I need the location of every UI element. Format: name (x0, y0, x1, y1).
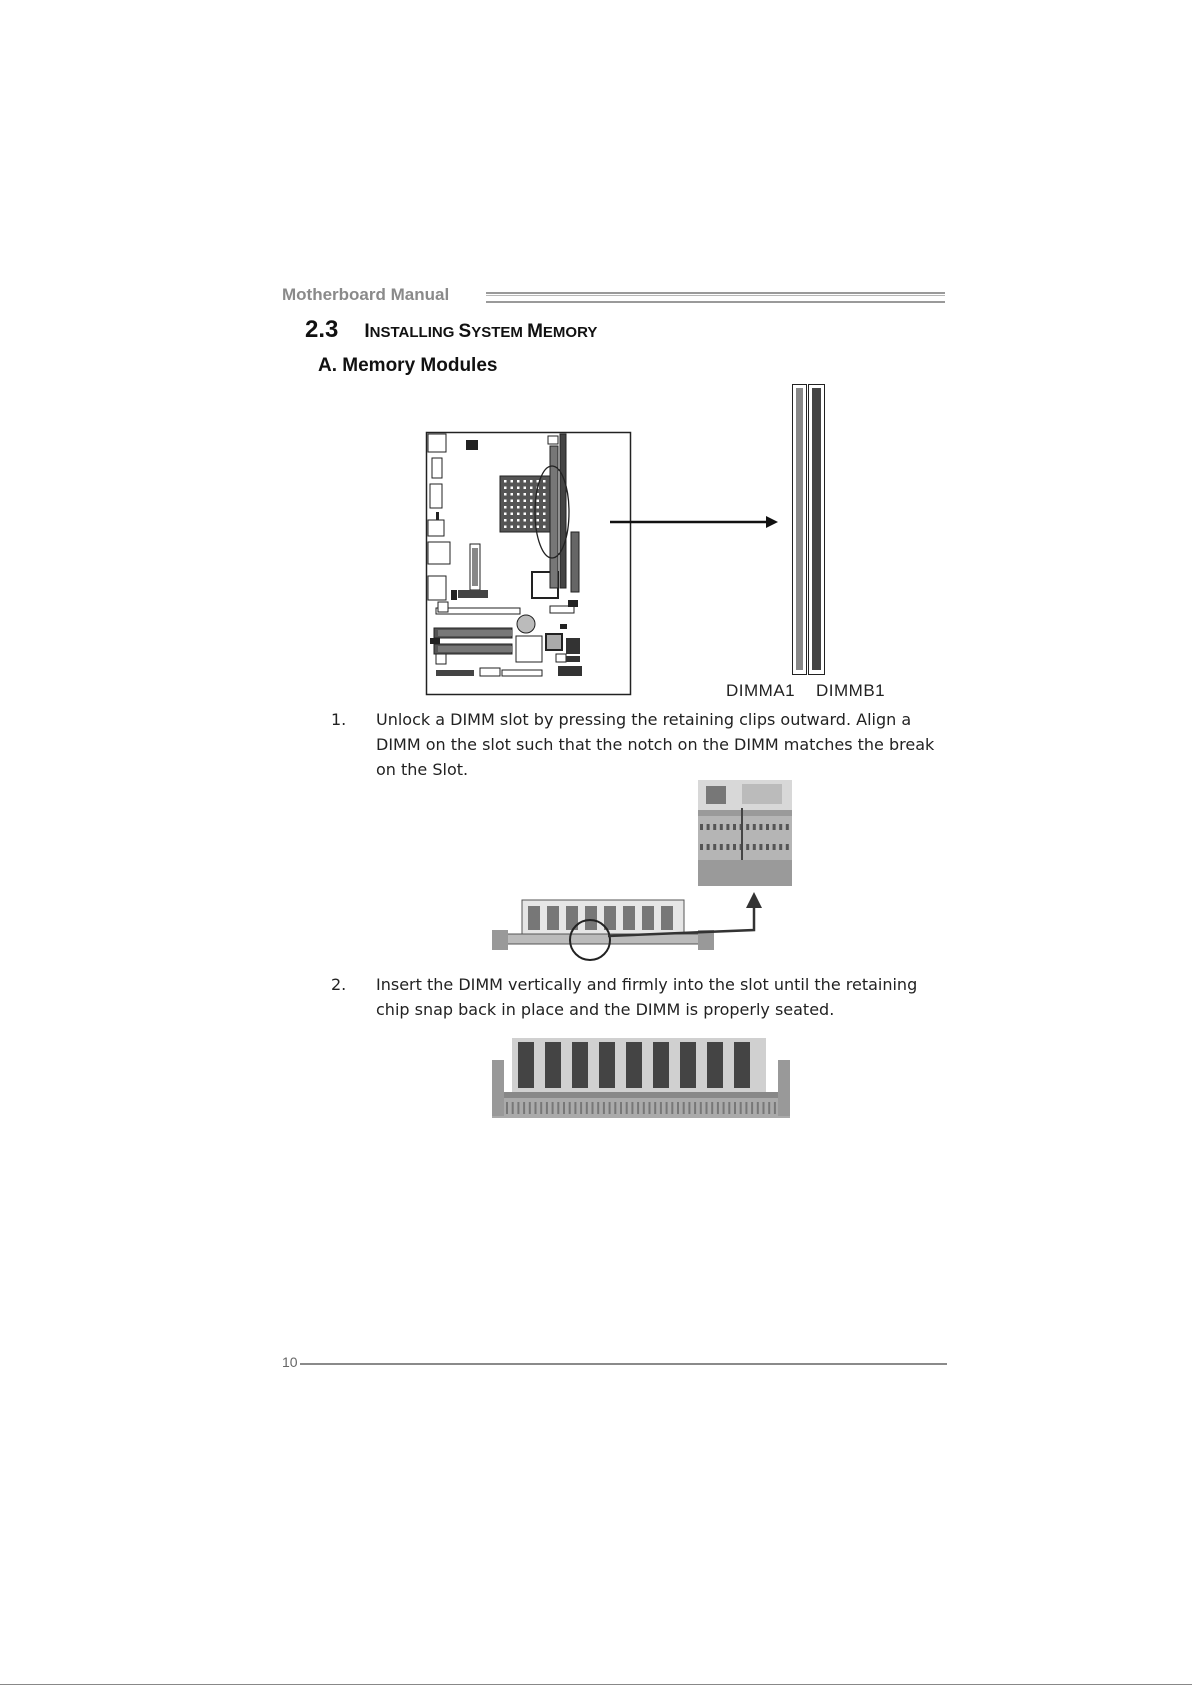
cpu-socket (500, 476, 556, 532)
step-number: 2. (331, 975, 347, 994)
title-part: I (364, 321, 370, 342)
title-part: NSTALLING (369, 324, 459, 341)
running-header: Motherboard Manual (282, 285, 450, 304)
callout-arrow (610, 515, 780, 529)
enlarged-dimm-slots (792, 384, 826, 676)
title-part: S (458, 321, 472, 342)
section-title (305, 316, 597, 344)
title-part: YSTEM (471, 324, 528, 341)
section-number: 2.3 (305, 316, 339, 343)
section-heading (364, 321, 598, 342)
motherboard-diagram (426, 432, 632, 698)
dimm-a-label: DIMMA1 (726, 681, 796, 700)
step-number: 1. (331, 710, 347, 729)
title-part: EMORY (542, 324, 598, 341)
header-rule (486, 292, 945, 303)
title-part: M (527, 321, 543, 342)
seated-dimm-photo (492, 1036, 790, 1122)
dimm-b-label: DIMMB1 (816, 681, 886, 700)
board-dimm-slot-b (560, 434, 566, 588)
dimm-alignment-photo (492, 780, 792, 962)
footer-rule (300, 1363, 947, 1365)
subsection-title: A. Memory Modules (318, 355, 498, 376)
step-text: Insert the DIMM vertically and firmly into the slot until the retaining chip snap back in place and the DIMM is properly seated. (376, 975, 918, 1019)
page-number: 10 (282, 1354, 298, 1370)
step-text: Unlock a DIMM slot by pressing the retaining clips outward. Align a DIMM on the slot such that the notch on the DIMM matches the break on the Slot. (376, 710, 935, 779)
